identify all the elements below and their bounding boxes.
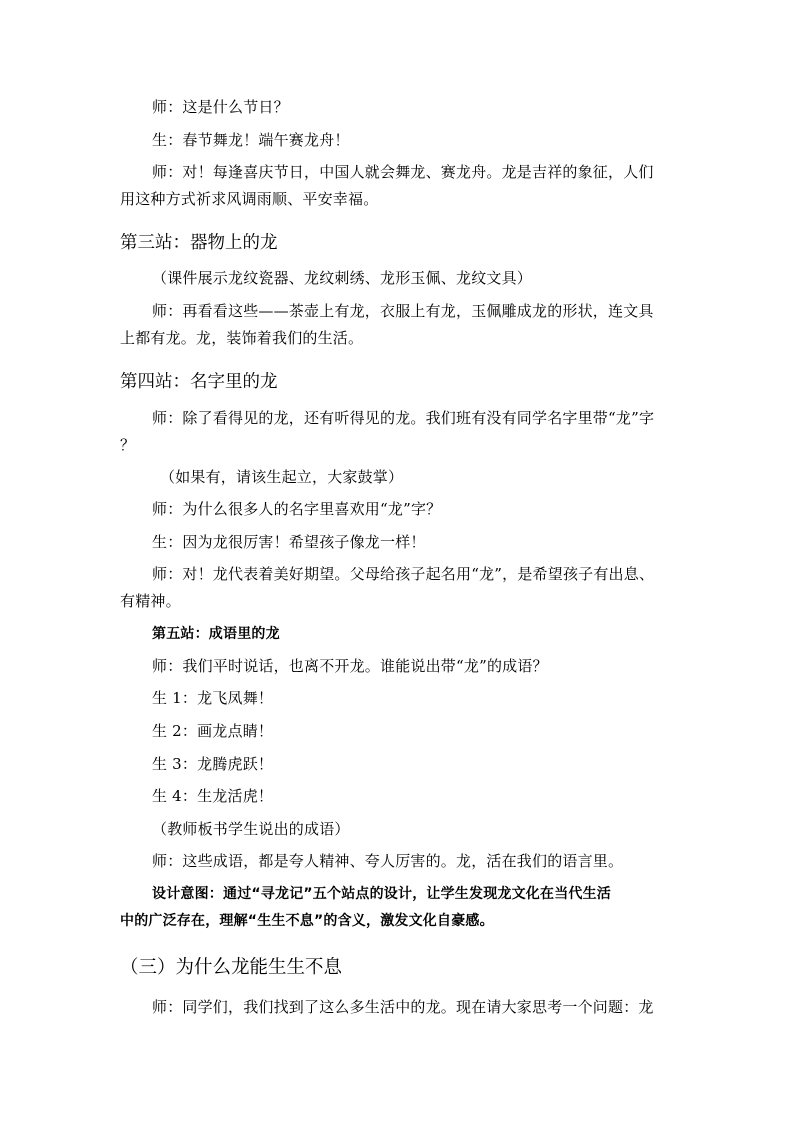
dialogue-line: 师：这些成语，都是夸人精神、夸人厉害的。龙，活在我们的语言里。 xyxy=(152,852,624,870)
station-3-heading: 第三站：器物上的龙 xyxy=(120,233,278,253)
dialogue-line: ？ xyxy=(120,436,136,454)
dialogue-line: 师：我们平时说话，也离不开龙。谁能说出带“龙”的成语？ xyxy=(152,657,548,675)
dialogue-line: 师：对！龙代表着美好期望。父母给孩子起名用“龙”，是希望孩子有出息、 xyxy=(152,565,655,583)
dialogue-line: 生 2：画龙点睛！ xyxy=(152,722,274,740)
dialogue-line: 师：为什么很多人的名字里喜欢用“龙”字？ xyxy=(152,500,442,518)
dialogue-line: 生 4：生龙活虎！ xyxy=(152,787,274,805)
dialogue-line: 师：再看看这些——茶壶上有龙，衣服上有龙，玉佩雕成龙的形状，连文具 xyxy=(152,302,654,320)
dialogue-line: 生 1：龙飞凤舞！ xyxy=(152,689,274,707)
station-5-heading: 第五站：成语里的龙 xyxy=(152,626,280,642)
station-4-heading: 第四站：名字里的龙 xyxy=(120,372,278,392)
stage-direction: （教师板书学生说出的成语） xyxy=(152,820,350,838)
dialogue-line: 师：这是什么节日？ xyxy=(152,98,289,116)
dialogue-line: 师：除了看得见的龙，还有听得见的龙。我们班有没有同学名字里带“龙”字 xyxy=(152,409,655,427)
dialogue-line: 有精神。 xyxy=(120,592,181,610)
section-3-heading: （三）为什么龙能生生不息 xyxy=(120,957,343,978)
dialogue-line: 师：对！每逢喜庆节日，中国人就会舞龙、赛龙舟。龙是吉祥的象征，人们 xyxy=(152,163,654,181)
stage-direction: （课件展示龙纹瓷器、龙纹刺绣、龙形玉佩、龙纹文具） xyxy=(152,269,533,287)
stage-direction: （如果有，请该生起立，大家鼓掌） xyxy=(160,468,404,486)
dialogue-line: 上都有龙。龙，装饰着我们的生活。 xyxy=(120,329,364,347)
design-intent: 设计意图：通过“寻龙记”五个站点的设计，让学生发现龙文化在当代生活 xyxy=(152,886,612,902)
dialogue-line: 用这种方式祈求风调雨顺、平安幸福。 xyxy=(120,190,379,208)
dialogue-line: 师：同学们，我们找到了这么多生活中的龙。现在请大家思考一个问题：龙 xyxy=(152,998,654,1016)
dialogue-line: 生：春节舞龙！端午赛龙舟！ xyxy=(152,131,350,149)
dialogue-line: 生：因为龙很厉害！希望孩子像龙一样！ xyxy=(152,533,426,551)
design-intent: 中的广泛存在，理解“生生不息”的含义，激发文化自豪感。 xyxy=(120,913,494,929)
dialogue-line: 生 3：龙腾虎跃！ xyxy=(152,755,274,773)
